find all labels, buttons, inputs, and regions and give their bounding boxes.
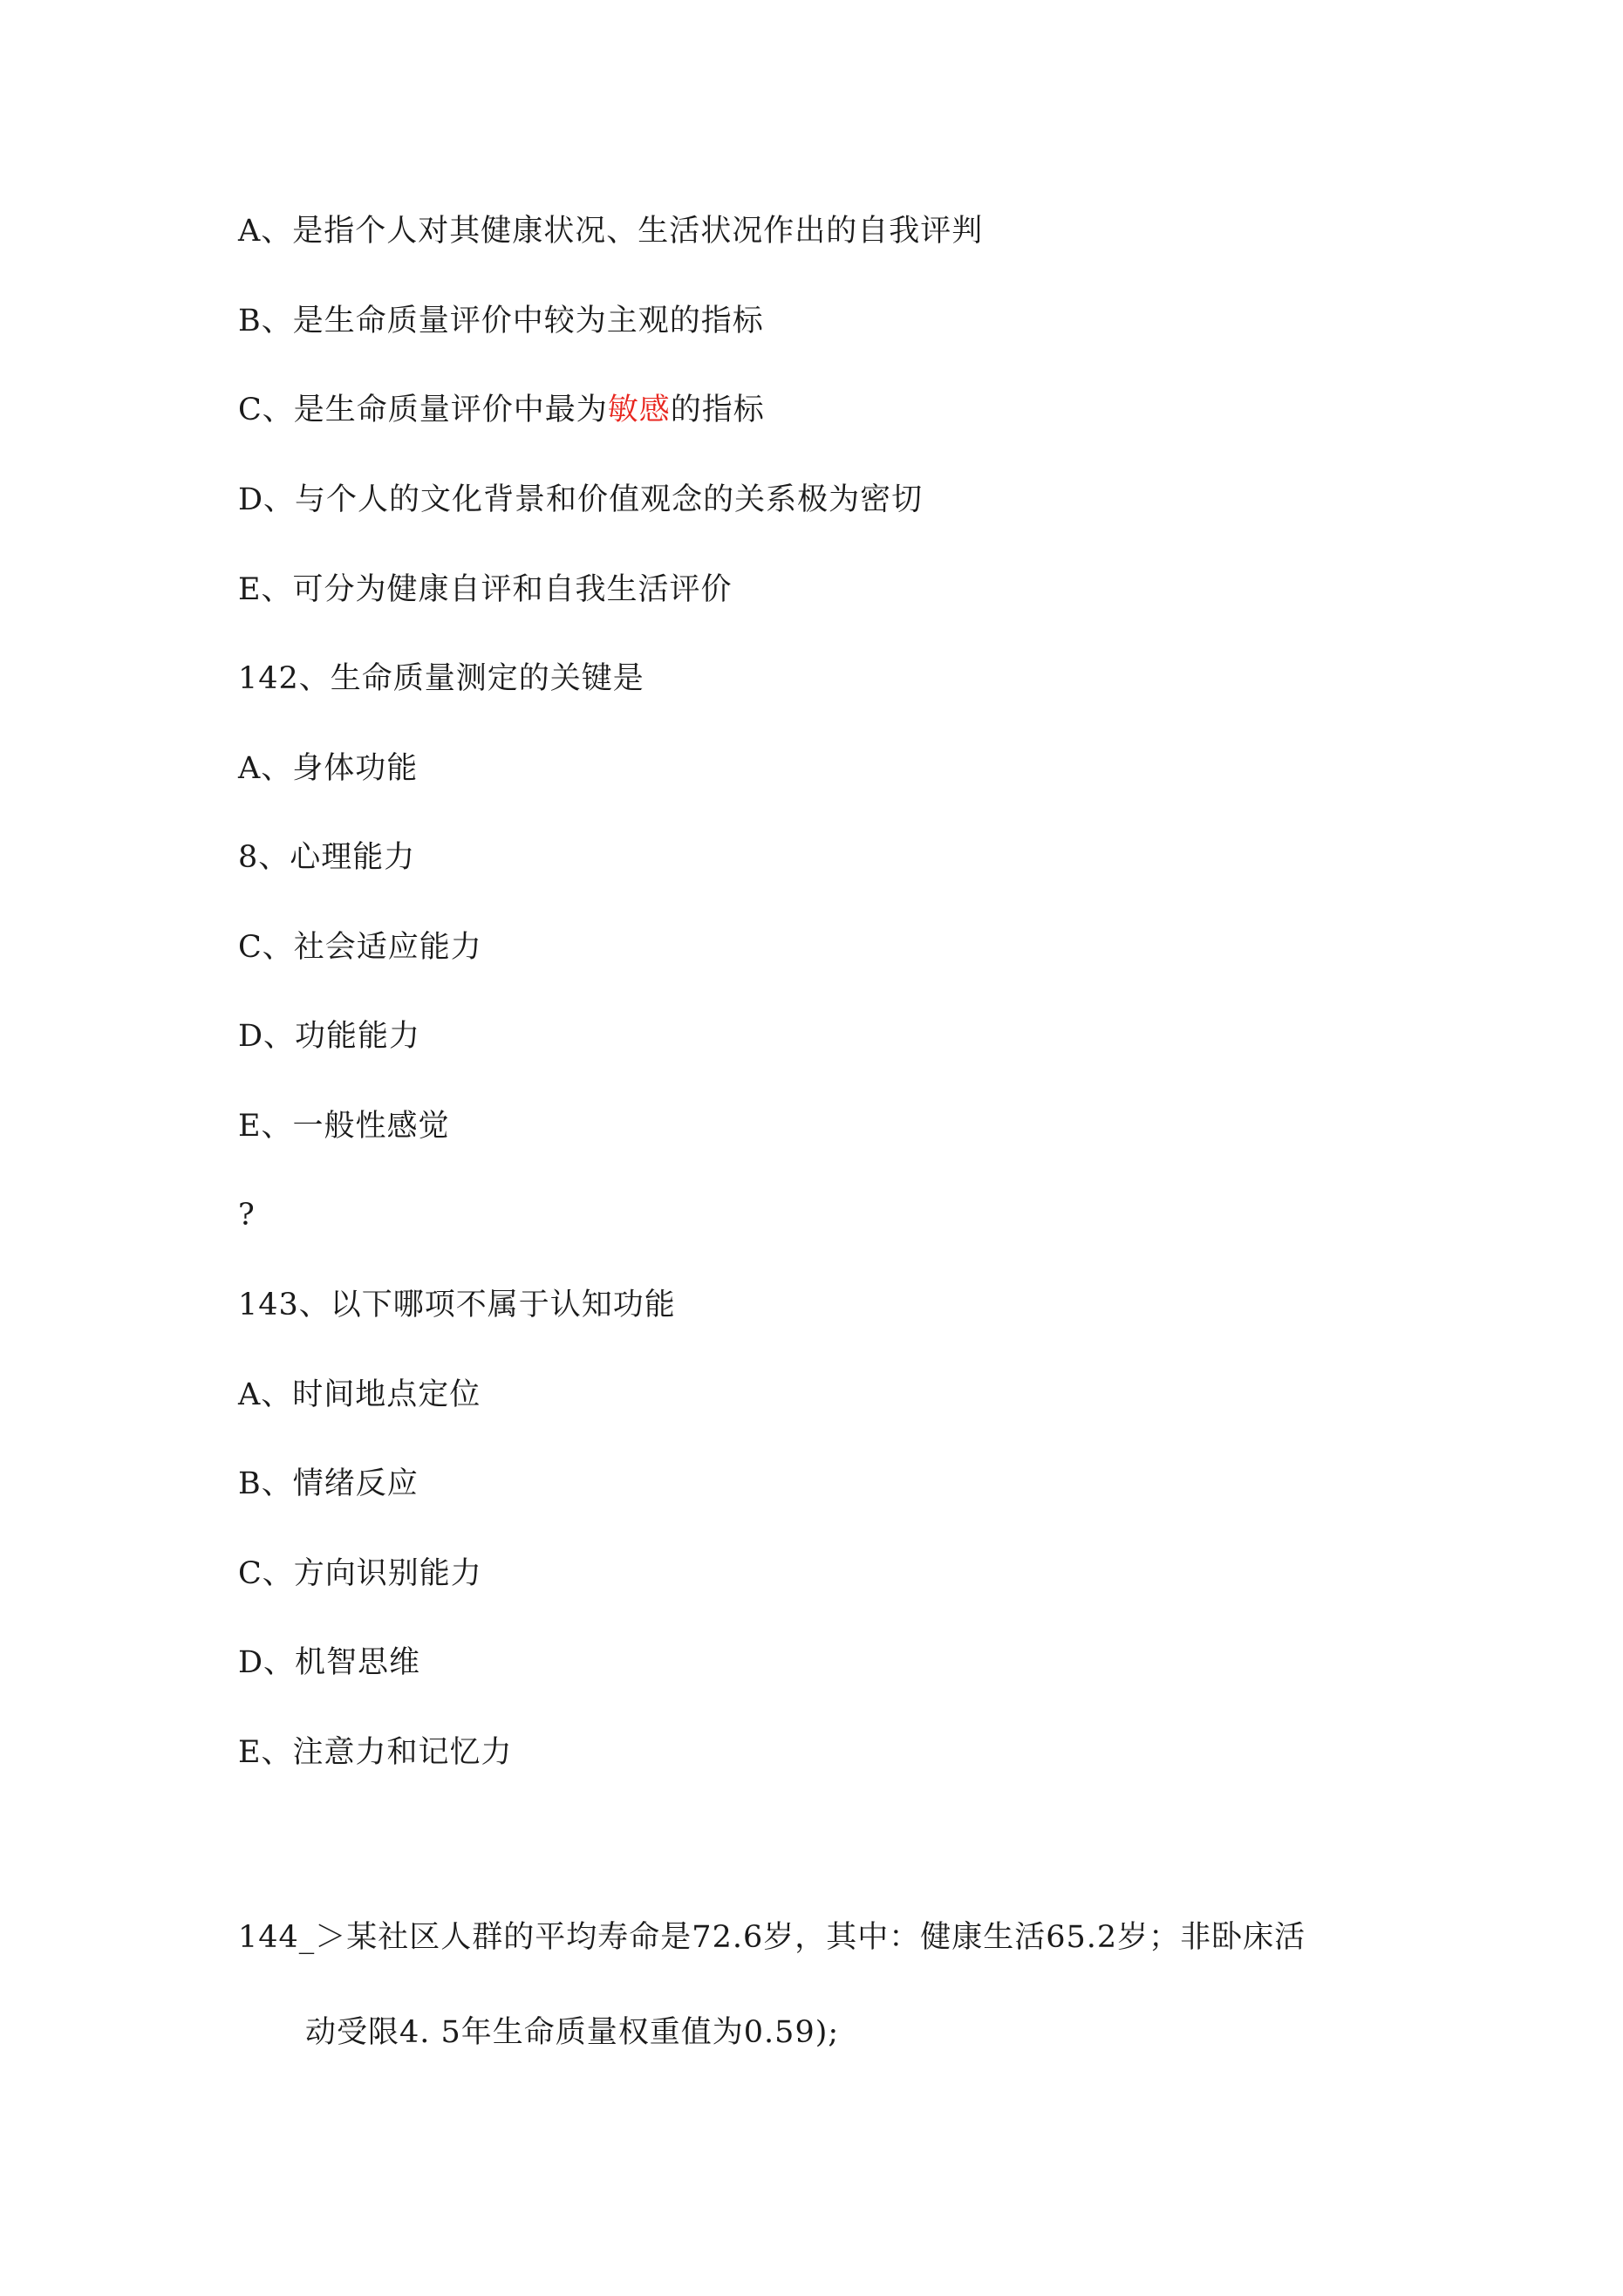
q143-option-e: E、注意力和记忆力 [238, 1735, 513, 1770]
q144-line-1: 144_＞某社区人群的平均寿命是72.6岁，其中：健康生活65.2岁；非卧床活 [238, 1920, 1306, 1955]
q143-option-b: B、情绪反应 [238, 1466, 419, 1501]
q141-option-c-suffix: 的指标 [670, 393, 765, 427]
q142-option-a: A、身体功能 [238, 751, 419, 786]
q142-option-e: E、一般性感觉 [238, 1109, 450, 1144]
highlighted-text: 敏感 [607, 393, 671, 427]
q144-line-2: 动受限4. 5年生命质量权重值为0.59); [305, 2015, 840, 2050]
q141-option-c [238, 388, 765, 432]
q142-option-c: C、社会适应能力 [238, 930, 482, 965]
q142-question: 142、生命质量测定的关键是 [238, 661, 644, 696]
q143-question: 143、以下哪项不属于认知功能 [238, 1288, 676, 1322]
q141-option-a: A、是指个人对其健康状况、生活状况作出的自我评判 [238, 214, 984, 249]
q143-option-c: C、方向识别能力 [238, 1556, 482, 1591]
q141-option-e: E、可分为健康自评和自我生活评价 [238, 572, 733, 607]
q142-option-d: D、功能能力 [238, 1019, 421, 1054]
q141-option-b: B、是生命质量评价中较为主观的指标 [238, 304, 764, 338]
q142-option-b: 8、心理能力 [238, 840, 416, 875]
stray-question-mark: ? [238, 1198, 256, 1233]
q141-option-c-prefix: C、是生命质量评价中最为 [238, 393, 608, 427]
q143-option-a: A、时间地点定位 [238, 1377, 481, 1412]
q141-option-d: D、与个人的文化背景和价值观念的关系极为密切 [238, 482, 924, 517]
q143-option-d: D、机智思维 [238, 1645, 421, 1680]
